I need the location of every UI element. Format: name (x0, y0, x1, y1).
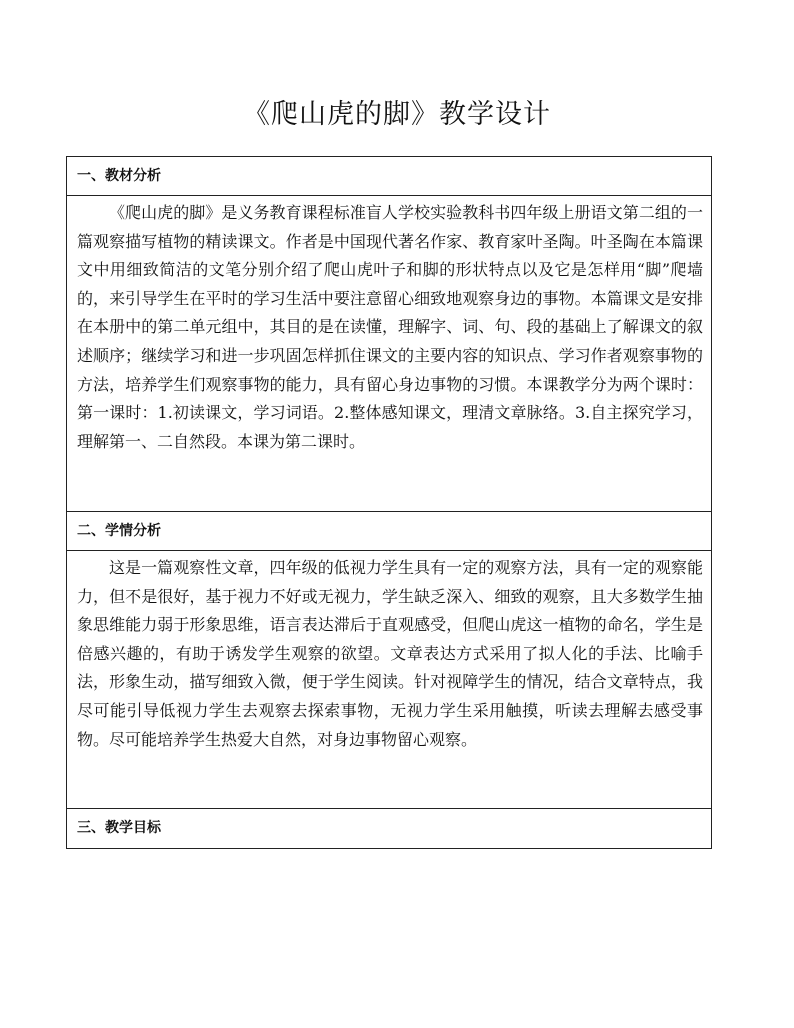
page-title: 《爬山虎的脚》教学设计 (243, 99, 551, 130)
section-body-student-analysis: 这是一篇观察性文章，四年级的低视力学生具有一定的观察方法，具有一定的观察能力，但不是很好，基于视力不好或无视力，学生缺乏深入、细致的观察，且大多数学生抽象思维能力弱于形象思维，语言表达滞后于直观感受，但爬山虎这一植物的命名，学生是倍感兴趣的，有助于诱发学生观察的欲望。文章表达方式采用了拟人化的手法、比喻手法，形象生动，描写细致入微，便于学生阅读。针对视障学生的情况，结合文章特点，我尽可能引导低视力学生去观察去探索事物，无视力学生采用触摸，听读去理解去感受事物。尽可能培养学生热爱大自然，对身边事物留心观察。 (67, 551, 711, 809)
section-body-textbook-analysis: 《爬山虎的脚》是义务教育课程标准盲人学校实验教科书四年级上册语文第二组的一篇观察描写植物的精读课文。作者是中国现代著名作家、教育家叶圣陶。叶圣陶在本篇课文中用细致简洁的文笔分别介绍了爬山虎叶子和脚的形状特点以及它是怎样用“脚”爬墙的，来引导学生在平时的学习生活中要注意留心细致地观察身边的事物。本篇课文是安排在本册中的第二单元组中，其目的是在读懂，理解字、词、句、段的基础上了解课文的叙述顺序；继续学习和进一步巩固怎样抓住课文的主要内容的知识点、学习作者观察事物的方法，培养学生们观察事物的能力，具有留心身边事物的习惯。本课教学分为两个课时：第一课时：1.初读课文，学习词语。2.整体感知课文，理清文章脉络。3.自主探究学习，理解第一、二自然段。本课为第二课时。 (67, 196, 711, 512)
section-heading-teaching-goals: 三、教学目标 (77, 820, 161, 836)
section-heading-student-analysis: 二、学情分析 (67, 512, 711, 551)
section-heading-textbook-analysis: 一、教材分析 (67, 157, 711, 196)
lesson-plan-table (66, 156, 712, 849)
